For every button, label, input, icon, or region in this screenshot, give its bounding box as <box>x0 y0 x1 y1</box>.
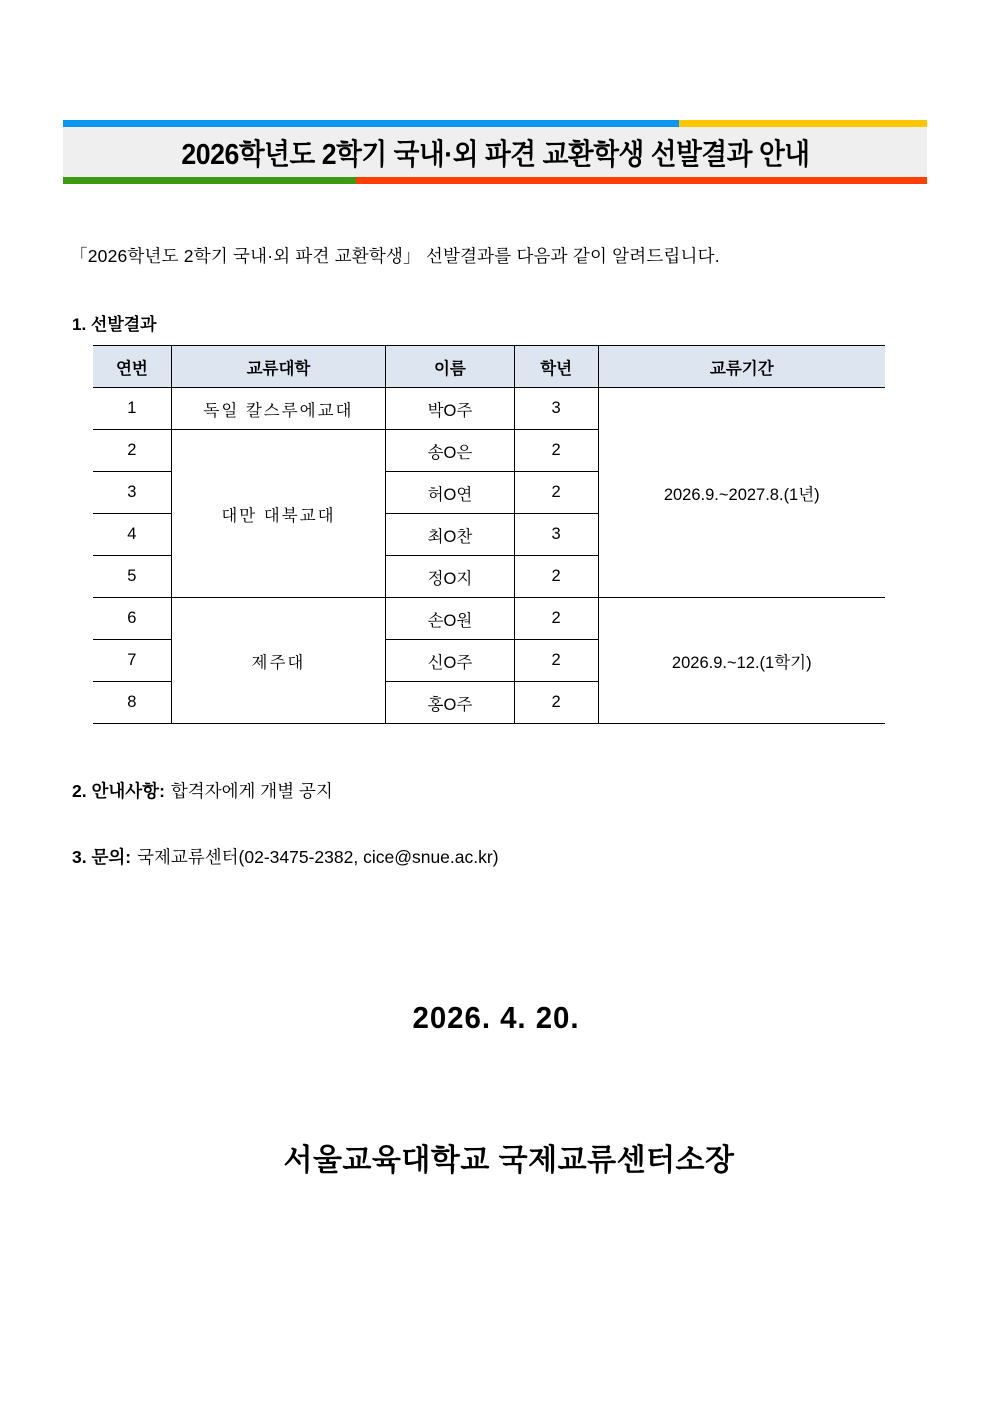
table-header-row <box>93 346 885 388</box>
cell-no: 1 <box>93 388 171 430</box>
intro-paragraph: 「2026학년도 2학기 국내·외 파견 교환학생」 선발결과를 다음과 같이 알려드립니다. <box>70 246 720 266</box>
table-row <box>93 598 885 640</box>
page-title: 2026학년도 2학기 국내·외 파견 교환학생 선발결과 안내 <box>180 138 810 171</box>
cell-name: 신O주 <box>386 640 515 682</box>
notice-line <box>72 778 333 803</box>
section-heading-results: 1. 선발결과 <box>72 315 157 334</box>
title-banner <box>63 120 927 184</box>
cell-university: 대만 대북교대 <box>171 430 385 598</box>
cell-name: 허O연 <box>386 472 515 514</box>
notice-label: 2. 안내사항: <box>72 781 165 801</box>
stripe-bottom-orange <box>356 177 927 184</box>
cell-name: 정O지 <box>386 556 515 598</box>
contact-label: 3. 문의: <box>72 847 132 867</box>
cell-name: 최O찬 <box>386 514 515 556</box>
title-background <box>63 127 927 177</box>
signature-line: 서울교육대학교 국제교류센터소장 <box>283 1144 735 1177</box>
cell-period: 2026.9.~12.(1학기) <box>598 598 885 724</box>
cell-no: 5 <box>93 556 171 598</box>
issue-date: 2026. 4. 20. <box>412 1000 580 1035</box>
contact-text: 국제교류센터(02-3475-2382, cice@snue.ac.kr) <box>137 847 499 867</box>
stripe-top-blue <box>63 120 679 127</box>
cell-no: 7 <box>93 640 171 682</box>
table-row <box>93 388 885 430</box>
cell-no: 2 <box>93 430 171 472</box>
cell-year: 2 <box>514 640 598 682</box>
cell-name: 홍O주 <box>386 682 515 724</box>
notice-text: 합격자에게 개별 공지 <box>170 781 333 801</box>
cell-name: 박O주 <box>386 388 515 430</box>
cell-period: 2026.9.~2027.8.(1년) <box>598 388 885 598</box>
stripe-bottom-green <box>63 177 356 184</box>
cell-year: 3 <box>514 514 598 556</box>
column-header-year: 학년 <box>514 346 598 388</box>
cell-university: 제주대 <box>171 598 385 724</box>
cell-no: 6 <box>93 598 171 640</box>
cell-name: 손O원 <box>386 598 515 640</box>
cell-year: 2 <box>514 682 598 724</box>
cell-year: 3 <box>514 388 598 430</box>
column-header-university: 교류대학 <box>171 346 385 388</box>
cell-year: 2 <box>514 472 598 514</box>
stripe-top-yellow <box>679 120 927 127</box>
column-header-period: 교류기간 <box>598 346 885 388</box>
cell-university: 독일 칼스루에교대 <box>171 388 385 430</box>
cell-year: 2 <box>514 430 598 472</box>
cell-year: 2 <box>514 598 598 640</box>
contact-line <box>72 844 499 869</box>
cell-year: 2 <box>514 556 598 598</box>
results-table <box>93 345 885 724</box>
cell-name: 송O은 <box>386 430 515 472</box>
cell-no: 4 <box>93 514 171 556</box>
column-header-no: 연번 <box>93 346 171 388</box>
cell-no: 3 <box>93 472 171 514</box>
column-header-name: 이름 <box>386 346 515 388</box>
cell-no: 8 <box>93 682 171 724</box>
